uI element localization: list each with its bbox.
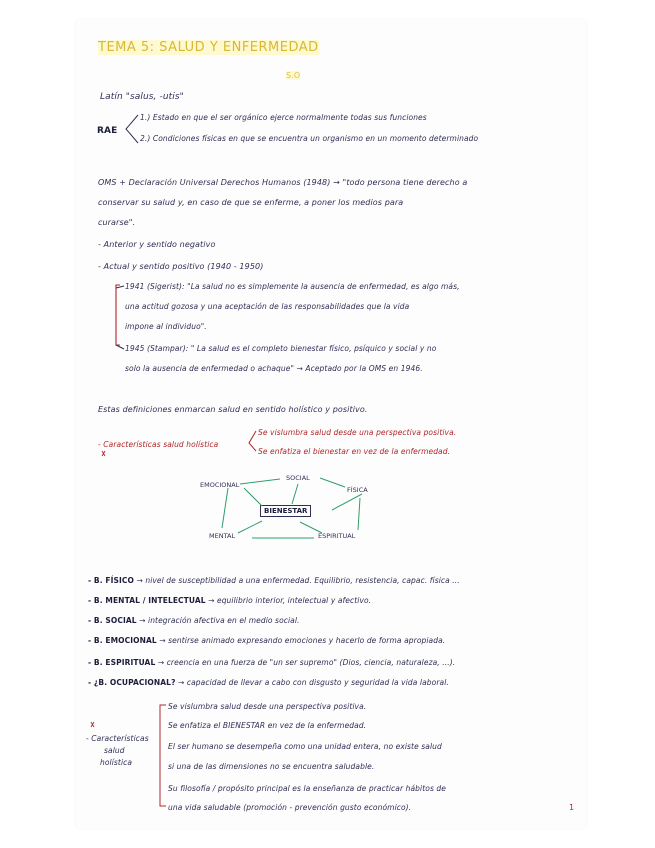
page-title: TEMA 5: SALUD Y ENFERMEDAD: [98, 40, 319, 55]
rae-item-1: 1.) Estado en que el ser orgánico ejerce normalmente todas sus funciones: [140, 113, 427, 122]
node-fisica: FÍSICA: [347, 486, 368, 494]
node-bienestar: BIENESTAR: [260, 505, 311, 517]
rae-label: RAE: [97, 126, 118, 136]
actual-line: - Actual y sentido positivo (1940 - 1950): [98, 262, 264, 271]
bienestar-emocional-text: → sentirse animado expresando emociones y hacerlo de forma apropiada.: [159, 636, 446, 645]
node-social: SOCIAL: [286, 474, 310, 482]
oms-line-2: conservar su salud y, en caso de que se enferme, a poner los medios para: [98, 198, 404, 207]
char-item-5: Su filosofía / propósito principal es la enseñanza de practicar hábitos de: [168, 784, 447, 793]
node-mental: MENTAL: [209, 532, 236, 540]
subject-tag: S.O: [286, 71, 301, 80]
characteristics-label-1: - Características: [86, 734, 149, 743]
characteristics-label-3: holística: [100, 758, 133, 767]
stampar-line-2: solo la ausencia de enfermedad o achaque" → Aceptado por la OMS en 1946.: [125, 364, 423, 373]
holistic-intro: Estas definiciones enmarcan salud en sentido holístico y positivo.: [98, 405, 368, 414]
char-item-2: Se enfatiza el BIENESTAR en vez de la enfermedad.: [168, 721, 367, 730]
characteristics-label-2: salud: [104, 746, 125, 755]
sigerist-line-2: una actitud gozosa y una aceptación de las responsabilidades que la vida: [125, 302, 410, 311]
stampar-line-1: 1945 (Stampar): " La salud es el completo bienestar físico, psíquico y social y no: [125, 344, 437, 353]
bienestar-mental-text: → equilibrio interior, intelectual y afectivo.: [208, 596, 372, 605]
oms-line-1: OMS + Declaración Universal Derechos Humanos (1948) → "todo persona tiene derecho a: [98, 178, 468, 187]
bienestar-social-key: - B. SOCIAL: [88, 616, 137, 625]
holistic-item-1: Se vislumbra salud desde una perspectiva positiva.: [258, 428, 457, 437]
bienestar-ocupacional-text: → capacidad de llevar a cabo con disgusto y seguridad la vida laboral.: [178, 678, 449, 687]
bienestar-fisico-text: → nivel de susceptibilidad a una enfermedad. Equilibrio, resistencia, capac. física ...: [136, 576, 460, 585]
bienestar-mental-key: - B. MENTAL / INTELECTUAL: [88, 596, 206, 605]
sigerist-line-3: impone al individuo".: [125, 322, 207, 331]
bienestar-emocional-key: - B. EMOCIONAL: [88, 636, 157, 645]
page-number: 1: [569, 803, 575, 812]
char-item-4: si una de las dimensiones no se encuentra saludable.: [168, 762, 375, 771]
sigerist-line-1: 1941 (Sigerist): "La salud no es simplemente la ausencia de enfermedad, es algo más,: [125, 282, 460, 291]
holistic-label: - Características salud holística: [98, 440, 219, 449]
node-espiritual: ESPIRITUAL: [318, 532, 356, 540]
bienestar-ocupacional-key: - ¿B. OCUPACIONAL?: [88, 678, 176, 687]
anterior-line: - Anterior y sentido negativo: [98, 240, 216, 249]
rae-item-2: 2.) Condiciones físicas en que se encuentra un organismo en un momento determinado: [140, 134, 479, 143]
char-item-3: El ser humano se desempeña como una unidad entera, no existe salud: [168, 742, 442, 751]
bienestar-social-text: → integración afectiva en el medio social.: [139, 616, 300, 625]
latin-origin: Latín "salus, -utis": [100, 92, 184, 102]
bienestar-fisico-key: - B. FÍSICO: [88, 576, 134, 585]
bienestar-espiritual-text: → creencia en una fuerza de "un ser supremo" (Dios, ciencia, naturaleza, ...).: [157, 658, 456, 667]
bienestar-espiritual-key: - B. ESPIRITUAL: [88, 658, 156, 667]
char-item-1: Se vislumbra salud desde una perspectiva positiva.: [168, 702, 367, 711]
char-item-6: una vida saludable (promoción - prevención gusto económico).: [168, 803, 412, 812]
oms-line-3: curarse".: [98, 218, 136, 227]
node-emocional: EMOCIONAL: [200, 481, 240, 489]
holistic-item-2: Se enfatiza el bienestar en vez de la enfermedad.: [258, 447, 451, 456]
